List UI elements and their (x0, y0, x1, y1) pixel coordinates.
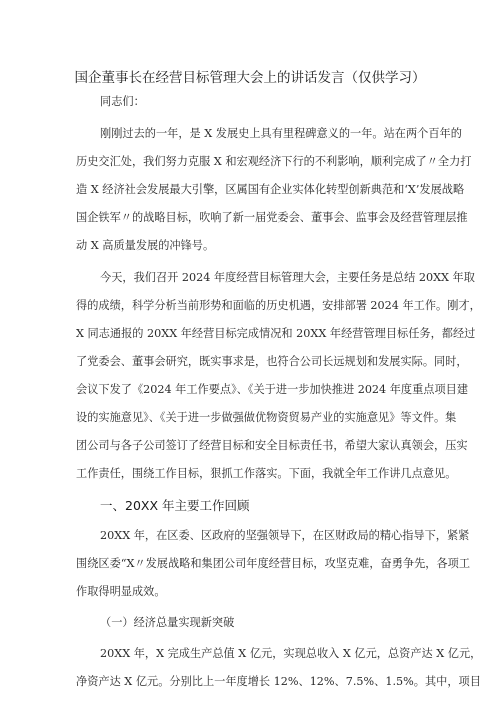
paragraph-line: 历史交汇处，我们努力克服 X 和宏观经济下行的不利影响，顺利完成了〃全力打 (76, 155, 472, 168)
paragraph-line: 得的成绩，科学分析当前形势和面临的历史机遇，安排部署 2024 年工作。刚才， (76, 299, 481, 312)
paragraph-line: 团公司与各子公司签订了经营目标和安全目标责任书，希望大家认真领会，压实 (76, 439, 468, 452)
paragraph-line: 20XX 年，X 完成生产总值 X 亿元，实现总收入 X 亿元，总资产达 X 亿元， (100, 647, 482, 660)
paragraph-line: 动 X 高质量发展的冲锋号。 (76, 239, 215, 252)
section-heading: 一、20XX 年主要工作回顾 (100, 498, 250, 513)
paragraph-line: 工作责任，围绕工作目标，狠抓工作落实。下面，我就全年工作讲几点意见。 (76, 467, 457, 480)
document-title: 国企董事长在经营目标管理大会上的讲话发言（仅供学习） (74, 70, 426, 86)
paragraph-line: 造 X 经济社会发展最大引擎，区属国有企业实体化转型创新典范和‘X’发展战略 (76, 183, 465, 196)
paragraph-line: 20XX 年，在区委、区政府的坚强领导下，在区财政局的精心指导下，紧紧 (100, 529, 470, 542)
subsection-heading: （一）经济总量实现新突破 (100, 616, 235, 629)
paragraph-line: 围绕区委“X〃发展战略和集团公司年度经营目标，攻坚克难，奋勇争先，各项工 (76, 557, 471, 570)
paragraph-line: 设的实施意见》、《关于进一步做强做优物资贸易产业的实施意见》等文件。集 (76, 411, 457, 424)
paragraph-line: 了党委会、董事会研究，既实事求是，也符合公司长远规划和发展实际。同时， (76, 355, 468, 368)
paragraph-line: 会议下发了《2024 年工作要点》、《关于进一步加快推进 2024 年度重点项目建 (76, 383, 469, 396)
paragraph-line: 作取得明显成效。 (76, 585, 166, 598)
salutation: 同志们： (100, 95, 145, 108)
paragraph-line: 刚刚过去的一年，是 X 发展史上具有里程碑意义的一年。站在两个百年的 (100, 127, 462, 140)
paragraph-line: 净资产达 X 亿元。分别比上一年度增长 12%、12%、7.5%、1.5%。其中，项目 (76, 675, 481, 688)
paragraph-line: 今天，我们召开 2024 年度经营目标管理大会，主要任务是总结 20XX 年取 (100, 271, 475, 284)
paragraph-line: X 同志通报的 20XX 年经营目标完成情况和 20XX 年经营管理目标任务，都经过 (76, 327, 476, 340)
paragraph-line: 国企铁军〃的战略目标，吹响了新一届党委会、董事会、监事会及经营管理层推 (76, 211, 468, 224)
